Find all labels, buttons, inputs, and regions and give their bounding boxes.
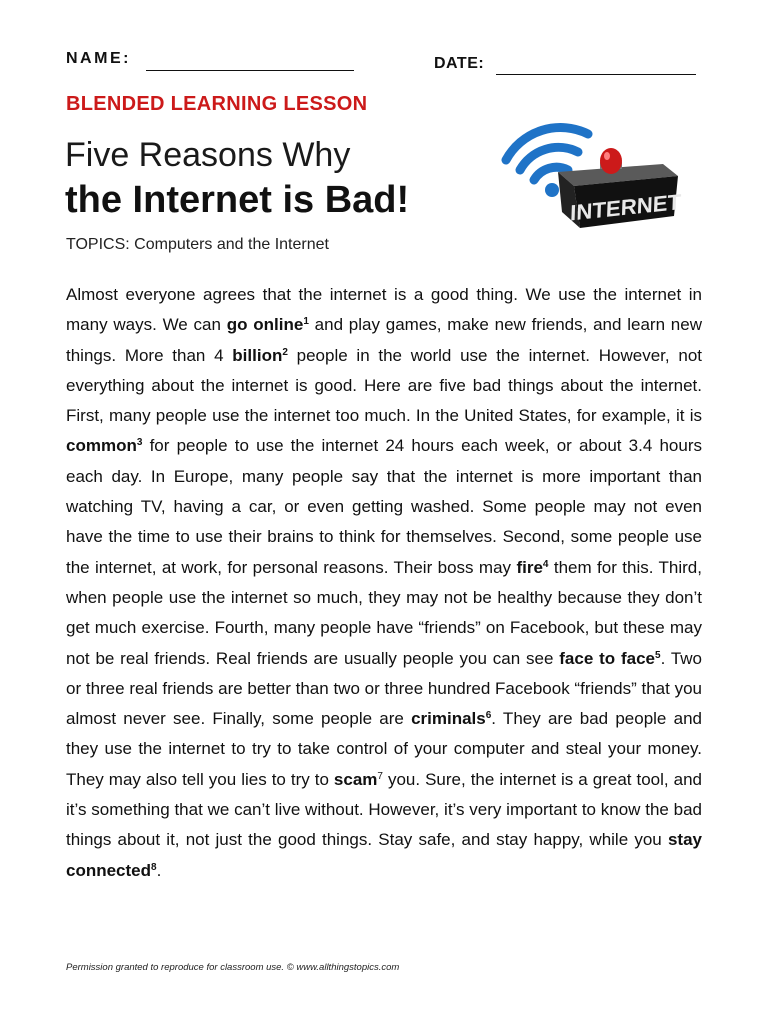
date-blank-line	[496, 74, 696, 75]
alarm-light-icon	[600, 148, 622, 174]
vocab-go-online: go online	[226, 315, 304, 335]
title-line-1: Five Reasons Why	[65, 136, 351, 174]
vocab-common: common	[66, 436, 137, 456]
vocab-fire: fire	[516, 557, 543, 577]
internet-box-logo	[488, 112, 688, 232]
vocab-billion: billion	[232, 345, 283, 365]
name-blank-line	[146, 70, 354, 71]
topics-line: TOPICS: Computers and the Internet	[66, 236, 329, 253]
vocab-scam: scam	[333, 769, 378, 789]
vocab-stay-connected: stay connected	[66, 830, 702, 880]
black-box	[558, 164, 682, 228]
header-row	[66, 50, 706, 80]
footer-permission: Permission granted to reproduce for classroom use. © www.allthingstopics.com	[66, 962, 400, 973]
lesson-label: BLENDED LEARNING LESSON	[66, 93, 368, 115]
title-line-2: the Internet is Bad!	[65, 179, 410, 221]
logo-text: INTERNET	[569, 189, 682, 226]
reading-passage: Almost everyone agrees that the internet is a good thing. We use the internet in many ways. We can go online$^1$ and play games, make new friends, and learn new things. More than 4 billion$^2$ people in the world use the internet. However, not everything about the internet is good. Here are five bad things about the internet. First, many people use the internet too much. In the United States, for example, it is common$^3$ for people to use the internet 24 hours each week, or about 3.4 hours each day. In Europe, many people say that the internet is more important than watching TV, having a car, or even getting washed. Some people may not even have the time to use their brains to think for themselves. Second, some people use the internet, at work, for personal reasons. Their boss may fire$^4$ them for this. Third, when people use the internet so much, they may not be healthy because they don’t get much exercise. Fourth, many people have “friends” on Facebook, but these may not be real friends. Real friends are usually people you can see face to face$^5$. Two or three real friends are better than two or three hundred Facebook “friends” that you almost never see. Finally, some people are criminals$^6$. They are bad people and they use the internet to try to take control of your computer and steal your money. They may also tell you lies to try to scam$^7$ you. Sure, the internet is a great tool, and it’s something that we can’t live without. However, it’s very important to know the bad things about it, not just the good things. Stay safe, and stay happy, while you stay connected$^8$.	[66, 285, 702, 880]
vocab-face-to-face: face to face	[559, 648, 656, 668]
date-label: DATE:	[434, 55, 485, 72]
name-label: NAME:	[66, 50, 131, 67]
vocab-criminals: criminals	[411, 709, 486, 729]
